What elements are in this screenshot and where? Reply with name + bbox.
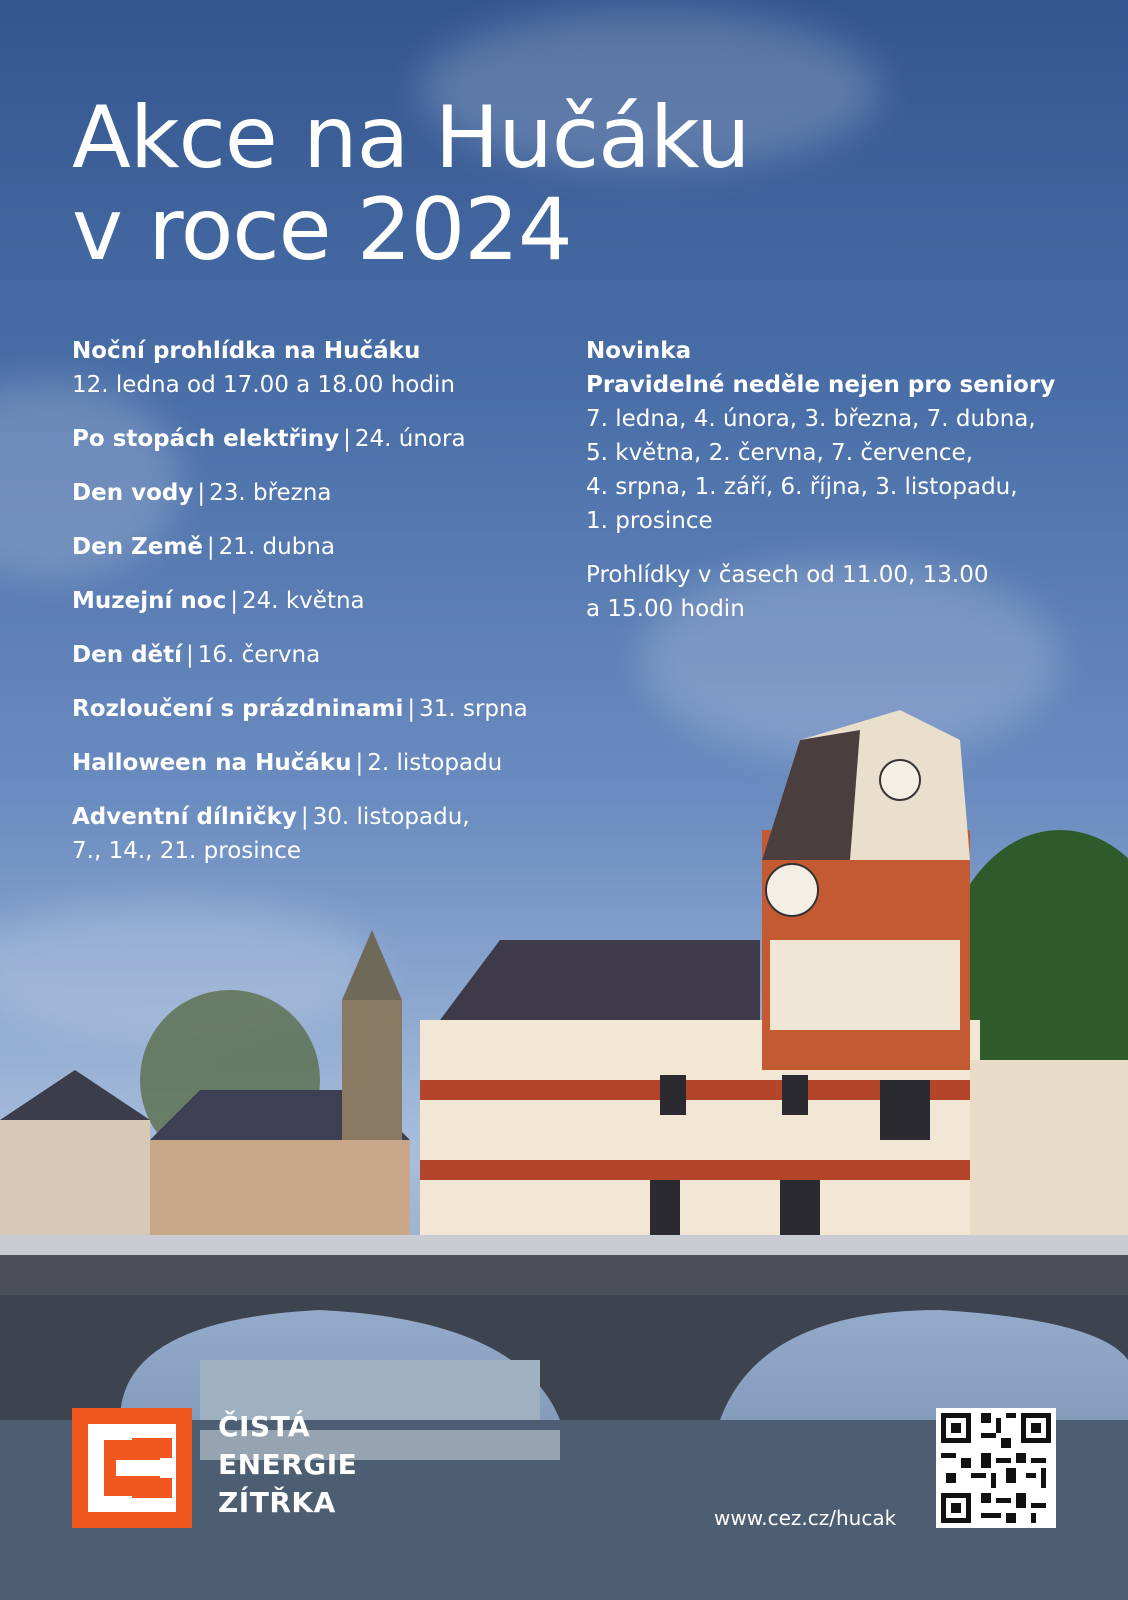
window [650, 1180, 680, 1235]
novinka-times [586, 558, 1066, 626]
novinka-times-line: a 15.00 hodin [586, 596, 745, 622]
church-tower [342, 1000, 402, 1140]
bridge-deck [0, 1255, 1128, 1295]
event-name: Adventní dílničky [72, 804, 297, 830]
tower-stripes [770, 940, 960, 1030]
clock-icon [766, 864, 818, 916]
brand-slogan [218, 1408, 357, 1522]
event-date: 21. dubna [218, 534, 336, 560]
novinka-label: Novinka [586, 338, 692, 364]
cez-logo-icon [72, 1408, 192, 1528]
church-spire [342, 930, 402, 1000]
window [782, 1075, 808, 1115]
title-line-2: v roce 2024 [72, 180, 572, 280]
event-name: Den dětí [72, 642, 183, 668]
tower-roof-dark [762, 730, 860, 860]
novinka-heading: Pravidelné neděle nejen pro seniory [586, 372, 1056, 398]
event-item [72, 334, 542, 402]
event-date: 24. května [241, 588, 365, 614]
novinka-times-line: Prohlídky v časech od 11.00, 13.00 [586, 562, 989, 588]
left-building [0, 1120, 150, 1240]
separator: | [186, 642, 194, 668]
brick-band [420, 1160, 980, 1180]
event-item [72, 746, 542, 780]
event-item [72, 800, 542, 868]
novinka-section [586, 334, 1066, 646]
event-item [72, 422, 542, 456]
event-name: Muzejní noc [72, 588, 227, 614]
event-item [72, 584, 542, 618]
event-date: 23. března [209, 480, 332, 506]
title-line-1: Akce na Hučáku [72, 88, 750, 188]
event-name: Den Země [72, 534, 203, 560]
window [660, 1075, 686, 1115]
qr-code-icon[interactable] [936, 1408, 1056, 1528]
event-detail: 7., 14., 21. prosince [72, 838, 302, 864]
novinka-dates-line: 1. prosince [586, 508, 713, 534]
event-name: Rozloučení s prázdninami [72, 696, 404, 722]
events-list [72, 334, 542, 888]
separator: | [343, 426, 351, 452]
event-detail: 12. ledna od 17.00 a 18.00 hodin [72, 372, 455, 398]
bridge-arch [0, 1295, 1128, 1420]
novinka-block [586, 334, 1066, 538]
separator: | [300, 804, 309, 830]
clock-icon [880, 760, 920, 800]
event-item [72, 692, 542, 726]
event-date: 31. srpna [419, 696, 528, 722]
bridge-railing [0, 1235, 1128, 1255]
event-item [72, 638, 542, 672]
novinka-dates-line: 5. května, 2. června, 7. července, [586, 440, 974, 466]
event-name: Halloween na Hučáku [72, 750, 352, 776]
event-date: 30. listopadu, [312, 804, 470, 830]
event-date: 24. února [354, 426, 466, 452]
brand-line: ZÍTŘKA [218, 1486, 336, 1519]
novinka-dates-line: 4. srpna, 1. září, 6. října, 3. listopadu, [586, 474, 1018, 500]
left-roof [0, 1070, 150, 1120]
separator: | [407, 696, 416, 722]
separator: | [197, 480, 206, 506]
window [880, 1080, 930, 1140]
main-roof [440, 940, 760, 1020]
event-name: Noční prohlídka na Hučáku [72, 338, 421, 364]
event-date: 2. listopadu [367, 750, 503, 776]
brand-line: ENERGIE [218, 1448, 358, 1481]
brand-line: ČISTÁ [218, 1410, 311, 1443]
left-building [150, 1140, 410, 1240]
window [780, 1180, 820, 1235]
event-name: Po stopách elektřiny [72, 426, 340, 452]
page-title [72, 88, 750, 280]
separator: | [355, 750, 364, 776]
separator: | [230, 588, 238, 614]
website-link[interactable]: www.cez.cz/hucak [714, 1506, 897, 1530]
event-item [72, 530, 542, 564]
separator: | [206, 534, 215, 560]
novinka-dates-line: 7. ledna, 4. února, 3. března, 7. dubna, [586, 406, 1036, 432]
event-date: 16. června [197, 642, 321, 668]
right-wing [970, 1060, 1128, 1240]
event-name: Den vody [72, 480, 194, 506]
event-item [72, 476, 542, 510]
